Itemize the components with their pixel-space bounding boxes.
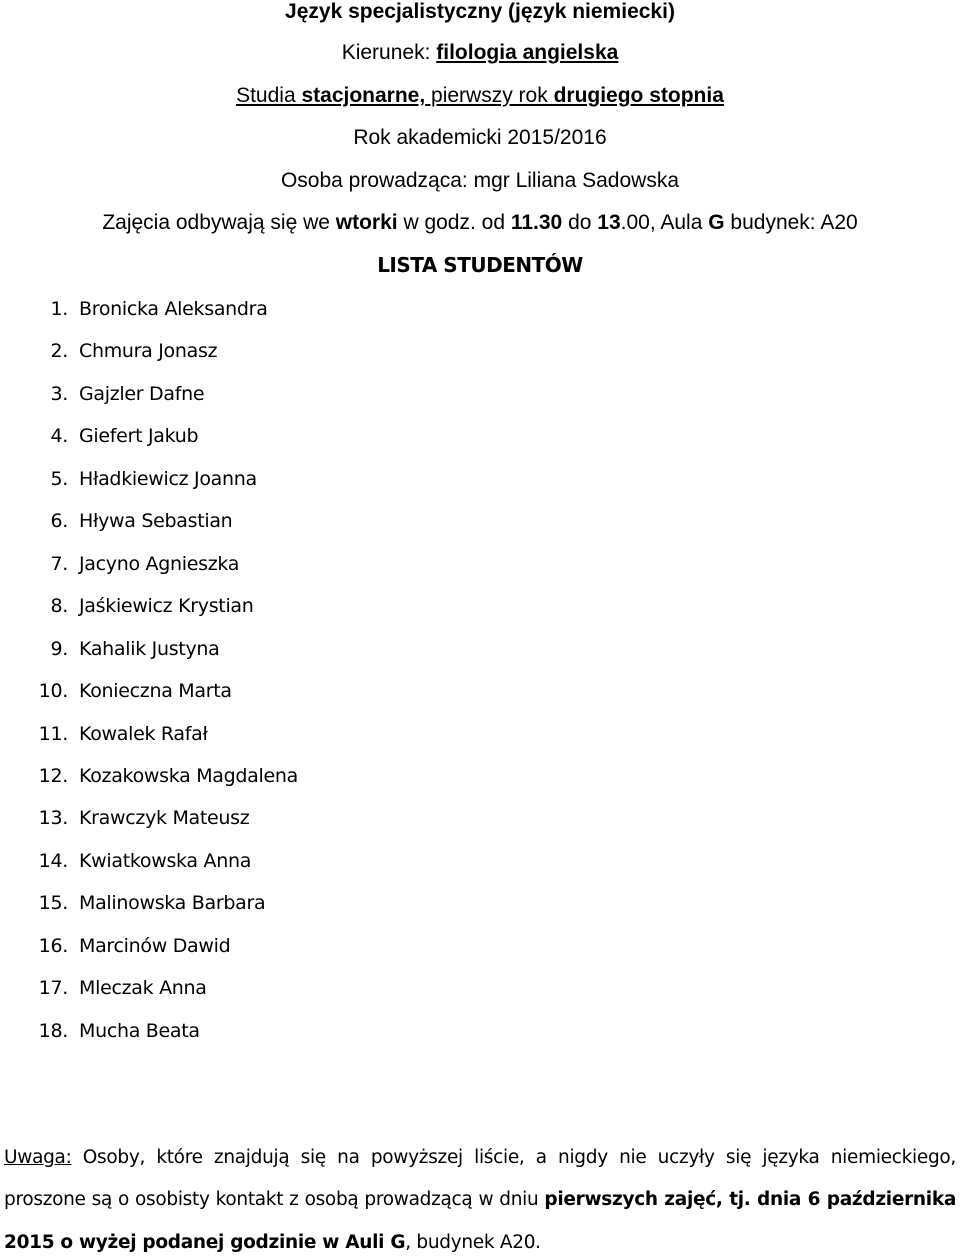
student-list-item xyxy=(0,761,400,791)
student-list-item xyxy=(0,931,400,961)
student-number: 10. xyxy=(38,680,68,703)
student-number: 2. xyxy=(50,340,68,363)
academic-year: Rok akademicki 2015/2016 xyxy=(353,126,607,149)
student-number: 12. xyxy=(38,764,68,787)
student-list-item xyxy=(0,549,400,579)
student-number: 18. xyxy=(38,1019,68,1042)
student-name: Malinowska Barbara xyxy=(79,892,266,915)
student-list-item xyxy=(0,464,400,494)
student-number: 7. xyxy=(50,552,68,575)
student-list-item xyxy=(0,506,400,536)
student-list-item xyxy=(0,336,400,366)
studies-line: Studia stacjonarne, pierwszy rok drugiego stopnia xyxy=(236,84,724,107)
student-name: Chmura Jonasz xyxy=(79,340,218,363)
student-list-item xyxy=(0,634,400,664)
student-number: 1. xyxy=(50,298,68,320)
student-number: 13. xyxy=(38,807,68,830)
student-list-item xyxy=(0,888,400,918)
student-list-item xyxy=(0,1016,400,1046)
direction-line: Kierunek: filologia angielska xyxy=(341,41,619,64)
student-number: 15. xyxy=(38,892,68,915)
student-name: Mleczak Anna xyxy=(79,977,207,1000)
student-number: 3. xyxy=(50,382,68,405)
student-name: Kowalek Rafał xyxy=(79,722,208,745)
schedule-line: Zajęcia odbywają się we wtorki w godz. od 11.30 do 13.00, Aula G budynek: A20 xyxy=(102,211,858,234)
student-list-item xyxy=(0,421,400,451)
student-list-item xyxy=(0,846,400,876)
student-name: Krawczyk Mateusz xyxy=(79,807,250,830)
student-name: Hładkiewicz Joanna xyxy=(79,467,257,490)
note-line-3: 2015 o wyżej podanej godzinie w Auli G, budynek A20. xyxy=(4,1232,541,1253)
note-label: Uwaga: xyxy=(4,1147,72,1168)
student-name: Konieczna Marta xyxy=(79,680,232,703)
student-number: 11. xyxy=(38,722,68,745)
student-number: 16. xyxy=(38,934,68,957)
student-list-item xyxy=(0,973,400,1003)
student-name: Kahalik Justyna xyxy=(79,637,220,660)
student-name: Kwiatkowska Anna xyxy=(79,849,252,872)
list-title: LISTA STUDENTÓW xyxy=(377,253,583,277)
student-name: Jaśkiewicz Krystian xyxy=(79,595,254,618)
student-list-item xyxy=(0,676,400,706)
student-name: Giefert Jakub xyxy=(79,425,199,448)
student-list-item xyxy=(0,294,400,324)
student-list-item xyxy=(0,379,400,409)
student-name: Bronicka Aleksandra xyxy=(79,298,268,320)
student-number: 14. xyxy=(38,849,68,872)
student-list-item xyxy=(0,591,400,621)
course-title: Język specjalistyczny (język niemiecki) xyxy=(285,0,675,23)
student-number: 8. xyxy=(50,595,68,618)
student-number: 17. xyxy=(38,977,68,1000)
student-number: 5. xyxy=(50,467,68,490)
student-name: Mucha Beata xyxy=(79,1019,200,1042)
student-number: 6. xyxy=(50,510,68,533)
student-name: Jacyno Agnieszka xyxy=(79,552,240,575)
note-line-1: Uwaga: Osoby, które znajdują się na powyższej liście, a nigdy nie uczyły się języka niemieckiego, xyxy=(4,1147,956,1168)
student-name: Hływa Sebastian xyxy=(79,510,233,533)
student-list-item xyxy=(0,719,400,749)
student-list-item xyxy=(0,803,400,833)
student-name: Marcinów Dawid xyxy=(79,934,231,957)
teacher-line: Osoba prowadząca: mgr Liliana Sadowska xyxy=(280,169,680,192)
direction-value: filologia angielska xyxy=(436,41,619,64)
student-number: 4. xyxy=(50,425,68,448)
student-name: Kozakowska Magdalena xyxy=(79,764,298,787)
note-line-2: proszone są o osobisty kontakt z osobą prowadzącą w dniu pierwszych zajęć, tj. dnia 6 października xyxy=(4,1189,957,1210)
student-number: 9. xyxy=(50,637,68,660)
student-name: Gajzler Dafne xyxy=(79,382,205,405)
